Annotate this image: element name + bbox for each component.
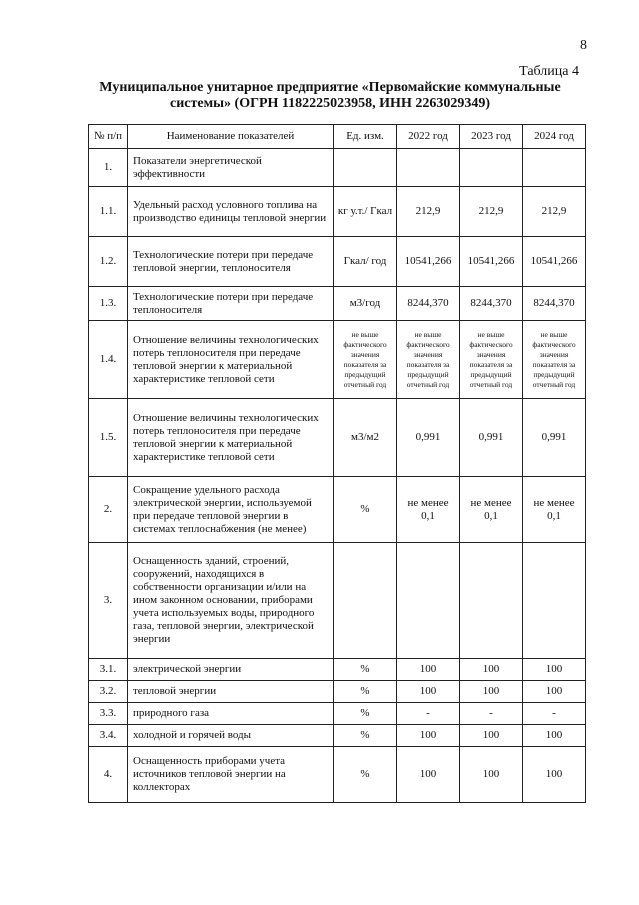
row-value-2023-cell: 100: [460, 725, 523, 747]
table-row: [89, 287, 586, 321]
row-value-2024-cell: не выше фактического значения показателя за предыдущий отчетный год: [523, 321, 586, 399]
row-number-cell: 3.2.: [89, 681, 128, 703]
row-value-2022-cell: 100: [397, 747, 460, 803]
row-unit-cell: м3/м2: [334, 399, 397, 477]
row-unit-cell: кг у.т./ Гкал: [334, 187, 397, 237]
row-name-cell: Сокращение удельного расхода электрической энергии, используемой при передаче тепловой энергии в системах теплоснабжения (не менее): [128, 477, 334, 543]
row-unit-cell: [334, 543, 397, 659]
row-value-2024-cell: 100: [523, 725, 586, 747]
row-unit-cell: %: [334, 725, 397, 747]
table-label: Таблица 4: [519, 64, 579, 79]
row-value-2023-cell: 100: [460, 659, 523, 681]
row-value-2022-cell: не выше фактического значения показателя за предыдущий отчетный год: [397, 321, 460, 399]
header-cell-number: № п/п: [89, 125, 128, 149]
row-number-cell: 1.4.: [89, 321, 128, 399]
row-value-2023-cell: 10541,266: [460, 237, 523, 287]
row-number-cell: 3.: [89, 543, 128, 659]
table-header-row: [89, 125, 586, 149]
row-value-2024-cell: 8244,370: [523, 287, 586, 321]
row-value-2024-cell: [523, 543, 586, 659]
row-name-cell: Удельный расход условного топлива на производство единицы тепловой энергии: [128, 187, 334, 237]
row-value-2022-cell: 100: [397, 659, 460, 681]
row-name-cell: Отношение величины технологических потерь теплоносителя при передаче тепловой энергии к материальной характеристике тепловой сети: [128, 399, 334, 477]
row-number-cell: 1.2.: [89, 237, 128, 287]
row-value-2023-cell: [460, 543, 523, 659]
row-unit-cell: %: [334, 703, 397, 725]
row-value-2024-cell: 100: [523, 659, 586, 681]
row-name-cell: Технологические потери при передаче теплоносителя: [128, 287, 334, 321]
header-cell-2023: 2023 год: [460, 125, 523, 149]
row-number-cell: 1.5.: [89, 399, 128, 477]
row-value-2022-cell: 212,9: [397, 187, 460, 237]
row-name-cell: Отношение величины технологических потерь теплоносителя при передаче тепловой энергии к материальной характеристике тепловой сети: [128, 321, 334, 399]
row-value-2024-cell: 0,991: [523, 399, 586, 477]
row-value-2023-cell: [460, 149, 523, 187]
row-number-cell: 1.3.: [89, 287, 128, 321]
row-value-2022-cell: 100: [397, 681, 460, 703]
row-unit-cell: %: [334, 747, 397, 803]
header-cell-unit: Ед. изм.: [334, 125, 397, 149]
table-row: [89, 703, 586, 725]
header-cell-2022: 2022 год: [397, 125, 460, 149]
page-number: 8: [580, 38, 587, 53]
header-cell-name: Наименование показателей: [128, 125, 334, 149]
row-name-cell: Оснащенность приборами учета источников тепловой энергии на коллекторах: [128, 747, 334, 803]
table-row: [89, 399, 586, 477]
row-number-cell: 1.: [89, 149, 128, 187]
row-unit-cell: %: [334, 681, 397, 703]
row-value-2024-cell: -: [523, 703, 586, 725]
row-value-2023-cell: 100: [460, 681, 523, 703]
row-value-2024-cell: 100: [523, 681, 586, 703]
table-row: [89, 237, 586, 287]
row-value-2024-cell: 212,9: [523, 187, 586, 237]
row-value-2023-cell: 212,9: [460, 187, 523, 237]
row-value-2022-cell: 10541,266: [397, 237, 460, 287]
row-number-cell: 2.: [89, 477, 128, 543]
table-row: [89, 681, 586, 703]
row-value-2022-cell: [397, 149, 460, 187]
row-value-2023-cell: 0,991: [460, 399, 523, 477]
heading-line-1: Муниципальное унитарное предприятие «Первомайские коммунальные: [99, 80, 561, 95]
row-unit-cell: [334, 149, 397, 187]
row-number-cell: 4.: [89, 747, 128, 803]
row-name-cell: Оснащенность зданий, строений, сооружений, находящихся в собственности организации и/или на ином законном основании, приборами учета используемых воды, природного газа, тепловой энергии, электрической энергии: [128, 543, 334, 659]
row-value-2023-cell: 8244,370: [460, 287, 523, 321]
table-row: [89, 477, 586, 543]
row-value-2023-cell: 100: [460, 747, 523, 803]
row-unit-cell: %: [334, 659, 397, 681]
row-name-cell: холодной и горячей воды: [128, 725, 334, 747]
row-value-2022-cell: не менее 0,1: [397, 477, 460, 543]
table-body: [89, 149, 586, 803]
row-unit-cell: Гкал/ год: [334, 237, 397, 287]
row-unit-cell: м3/год: [334, 287, 397, 321]
table-row: [89, 149, 586, 187]
row-value-2023-cell: не выше фактического значения показателя за предыдущий отчетный год: [460, 321, 523, 399]
row-name-cell: тепловой энергии: [128, 681, 334, 703]
header-cell-2024: 2024 год: [523, 125, 586, 149]
row-value-2022-cell: 0,991: [397, 399, 460, 477]
row-value-2024-cell: не менее 0,1: [523, 477, 586, 543]
row-name-cell: природного газа: [128, 703, 334, 725]
row-name-cell: электрической энергии: [128, 659, 334, 681]
row-value-2023-cell: не менее 0,1: [460, 477, 523, 543]
row-value-2022-cell: 8244,370: [397, 287, 460, 321]
table-row: [89, 659, 586, 681]
indicators-table: [88, 124, 586, 803]
row-value-2022-cell: 100: [397, 725, 460, 747]
row-value-2023-cell: -: [460, 703, 523, 725]
row-number-cell: 3.1.: [89, 659, 128, 681]
row-value-2022-cell: [397, 543, 460, 659]
table-row: [89, 321, 586, 399]
row-value-2024-cell: [523, 149, 586, 187]
document-heading: [80, 80, 580, 112]
row-number-cell: 3.3.: [89, 703, 128, 725]
row-name-cell: Технологические потери при передаче тепловой энергии, теплоносителя: [128, 237, 334, 287]
table-row: [89, 725, 586, 747]
table-row: [89, 187, 586, 237]
row-name-cell: Показатели энергетической эффективности: [128, 149, 334, 187]
row-unit-cell: не выше фактического значения показателя за предыдущий отчетный год: [334, 321, 397, 399]
heading-line-2: системы» (ОГРН 1182225023958, ИНН 2263029349): [169, 96, 490, 111]
row-unit-cell: %: [334, 477, 397, 543]
row-number-cell: 1.1.: [89, 187, 128, 237]
row-value-2024-cell: 10541,266: [523, 237, 586, 287]
row-value-2024-cell: 100: [523, 747, 586, 803]
table-row: [89, 543, 586, 659]
row-number-cell: 3.4.: [89, 725, 128, 747]
table-row: [89, 747, 586, 803]
row-value-2022-cell: -: [397, 703, 460, 725]
